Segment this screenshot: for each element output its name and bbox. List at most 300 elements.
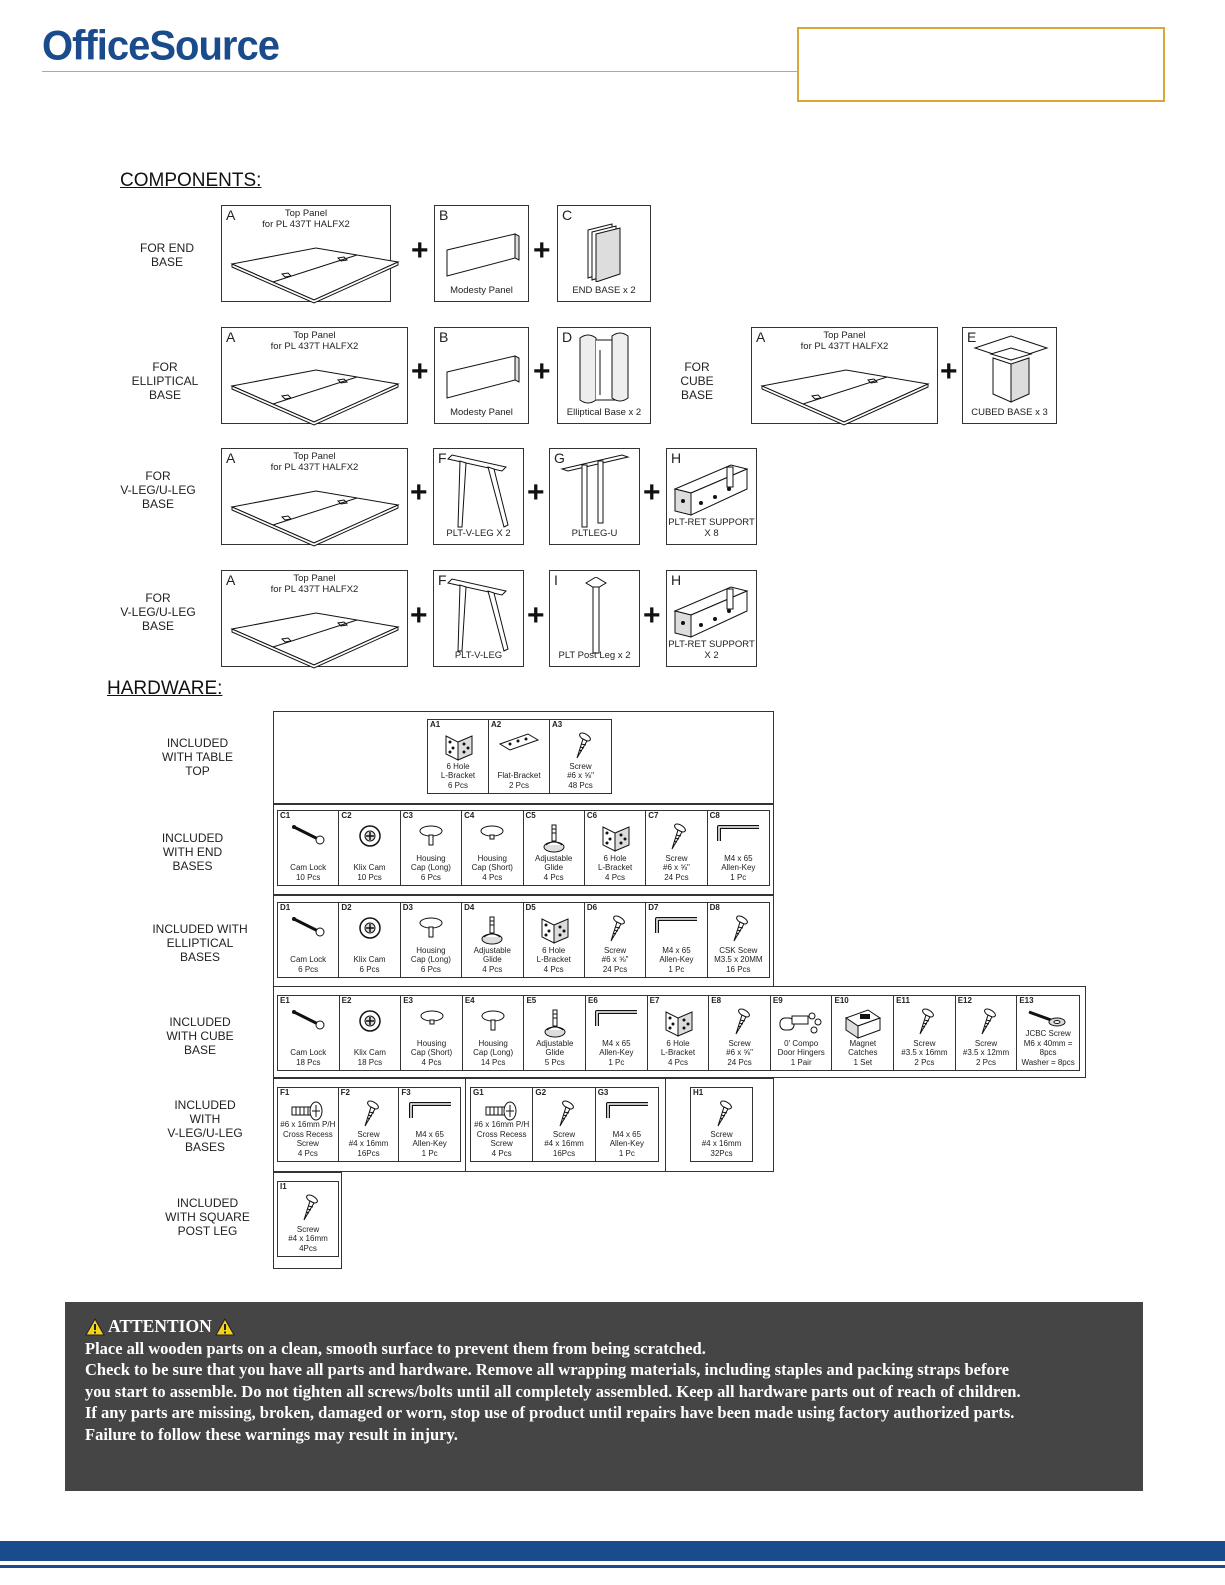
caption-line: #6 x ⅝"	[567, 771, 594, 780]
hardware-item-d2	[339, 903, 400, 977]
label-line: WITH TABLE	[162, 750, 233, 764]
label-line: BASE	[680, 388, 713, 402]
allen-key-icon	[653, 915, 699, 940]
part-letter: B	[439, 329, 449, 345]
screw-icon	[913, 1008, 935, 1041]
hardware-item-id: C6	[586, 811, 598, 820]
header-blank-box	[797, 27, 1165, 102]
hardware-divider	[665, 1078, 666, 1172]
hardware-item-d7	[646, 903, 707, 977]
caption-line: #3.5 x 16mm	[901, 1048, 948, 1057]
part-top-line: for PL 437T HALFX2	[262, 219, 350, 230]
cam-lock-icon	[290, 915, 326, 942]
caption-line: Screw	[710, 1129, 733, 1139]
part-top-line: for PL 437T HALFX2	[270, 341, 359, 352]
hardware-group-label	[150, 1196, 265, 1238]
label-line: POST LEG	[177, 1224, 238, 1238]
attention-title: ATTENTION	[108, 1316, 212, 1336]
hardware-item-id: E9	[772, 996, 783, 1005]
caption-line: Housing	[477, 853, 507, 863]
part-letter: I	[554, 572, 558, 588]
hardware-row-vleg-h	[690, 1087, 753, 1162]
caption-line: Allen-Key	[412, 1139, 447, 1148]
part-top-text	[752, 330, 937, 352]
hardware-row-post-leg	[277, 1181, 339, 1257]
caption-line: 16Pcs	[357, 1148, 380, 1158]
caption-line: M4 x 65	[662, 945, 691, 955]
caption-line: Screw	[296, 1139, 319, 1148]
hardware-item-id: D7	[648, 903, 659, 912]
hardware-row-vleg-f	[277, 1087, 461, 1162]
officesource-logo: OfficeSource	[42, 22, 279, 70]
hardware-item-e11	[894, 996, 956, 1070]
hardware-row-elliptical	[277, 902, 770, 978]
hardware-item-e8	[709, 996, 771, 1070]
caption-line: M4 x 65	[724, 853, 753, 863]
part-top-text	[222, 330, 407, 352]
screw-icon	[358, 1100, 380, 1133]
hardware-item-caption	[585, 946, 645, 975]
component-part-a	[221, 327, 408, 424]
caption-line: 2 Pcs	[914, 1057, 935, 1067]
label-line: ELLIPTICAL	[131, 374, 199, 388]
part-caption: Modesty Panel	[450, 285, 513, 296]
hardware-item-caption	[462, 854, 522, 883]
part-top-text	[222, 451, 407, 473]
component-part-f	[433, 570, 524, 667]
part-letter: A	[226, 329, 236, 345]
hardware-item-caption	[278, 1048, 339, 1067]
hardware-item-d6	[585, 903, 646, 977]
caption-line: Screw	[603, 945, 627, 955]
component-row-label	[108, 469, 208, 511]
component-part-c	[557, 205, 651, 302]
part-top-line: Top Panel	[293, 573, 336, 584]
hardware-item-id: I1	[280, 1182, 287, 1191]
caption-line: 48 Pcs	[568, 780, 593, 790]
hardware-item-id: C3	[402, 811, 413, 820]
component-part-a	[751, 327, 938, 424]
hardware-item-id: D1	[280, 903, 291, 912]
label-line: BASES	[184, 1140, 226, 1154]
label-line: BASES	[179, 950, 221, 964]
part-letter: D	[562, 329, 573, 345]
plus-sign: +	[411, 234, 429, 267]
caption-line: 24 Pcs	[664, 872, 689, 882]
component-part-b	[434, 205, 529, 302]
top-panel-illustration	[230, 609, 400, 674]
label-line: WITH SQUARE	[165, 1210, 250, 1224]
hardware-item-caption	[832, 1039, 893, 1068]
caption-line: #6 x 16mm P/H	[474, 1120, 530, 1129]
plus-sign: +	[527, 476, 545, 509]
screw-icon	[729, 1008, 751, 1041]
allen-key-icon	[715, 823, 761, 848]
hardware-item-e7	[648, 996, 710, 1070]
hardware-item-e12	[956, 996, 1018, 1070]
hardware-item-id: C8	[709, 811, 720, 820]
caption-line: 1 Pc	[608, 1057, 625, 1067]
header-rule	[42, 71, 797, 72]
hardware-item-caption	[533, 1130, 594, 1159]
caption-line: #4 x 16mm	[544, 1139, 584, 1148]
hardware-item-id: A2	[491, 720, 502, 729]
hardware-item-id: E8	[711, 996, 722, 1005]
part-letter: A	[226, 207, 236, 223]
screw-icon	[570, 732, 592, 765]
plus-sign: +	[411, 355, 429, 388]
part-letter: A	[226, 450, 236, 466]
allen-key-icon	[604, 1100, 650, 1125]
label-line: TOP	[185, 764, 210, 778]
hardware-row-table-top	[427, 719, 612, 794]
label-line: FOR	[152, 360, 178, 374]
housing-cap-long-icon	[418, 915, 444, 946]
hardware-item-caption	[708, 946, 769, 975]
caption-line: Screw	[665, 853, 688, 863]
hardware-item-id: C5	[525, 811, 536, 820]
part-letter: H	[671, 450, 682, 466]
hardware-item-id: H1	[693, 1088, 704, 1097]
hardware-item-caption	[771, 1039, 832, 1068]
hardware-item-e3	[401, 996, 463, 1070]
component-part-a	[221, 205, 391, 302]
caption-line: 18 Pcs	[357, 1057, 383, 1067]
label-line: ELLIPTICAL	[166, 936, 234, 950]
hardware-item-e1	[278, 996, 340, 1070]
caption-line: Adjustable	[473, 945, 511, 955]
component-row-label	[108, 591, 208, 633]
hardware-item-id: D6	[586, 903, 598, 912]
hardware-item-g1	[471, 1088, 533, 1161]
component-part-e	[962, 327, 1057, 424]
plus-sign: +	[940, 355, 958, 388]
screw-icon	[297, 1194, 319, 1227]
hardware-item-c6	[585, 811, 646, 885]
screw-icon	[711, 1100, 733, 1133]
caption-line: M3.5 x 20MM	[714, 955, 763, 964]
caption-line: #4 x 16mm	[348, 1139, 389, 1148]
flat-bracket-icon	[498, 732, 540, 757]
elliptical-base-illustration	[566, 330, 646, 415]
caption-line: 2 Pcs	[976, 1057, 997, 1067]
part-top-line: for PL 437T HALFX2	[270, 462, 359, 473]
hardware-group-label	[150, 736, 245, 778]
caption-line: Magnet	[849, 1038, 877, 1048]
caption-line: Klix Cam	[353, 863, 386, 872]
caption-line: #6 x ⅝"	[601, 955, 629, 964]
part-caption: PLTLEG-U	[571, 528, 618, 539]
caption-line: Cross Recess	[476, 1129, 527, 1139]
hardware-title: HARDWARE:	[107, 678, 223, 699]
caption-line: Screw	[974, 1038, 998, 1048]
caption-line: 10 Pcs	[295, 872, 321, 882]
caption-line: L-Bracket	[660, 1048, 696, 1057]
caption-line: 4 Pcs	[491, 1148, 512, 1158]
caption-line: Allen-Key	[721, 863, 756, 872]
part-caption: CUBED BASE x 3	[971, 407, 1048, 418]
caption-line: L-Bracket	[536, 955, 571, 964]
caption-line: 1 Pair	[790, 1057, 812, 1067]
caption-line: Cross Recess	[282, 1129, 333, 1139]
component-row-label	[660, 360, 734, 402]
hardware-item-caption	[340, 1048, 401, 1067]
cubed-base-illustration	[971, 334, 1051, 409]
caption-line: Klix Cam	[353, 1048, 386, 1057]
label-line: INCLUDED	[166, 736, 229, 750]
caption-line: 4 Pcs	[543, 964, 564, 974]
label-line: V-LEG/U-LEG	[120, 483, 196, 497]
caption-line: #6 x ⅝"	[726, 1048, 753, 1057]
caption-line: 6 Pcs	[447, 780, 468, 790]
caption-line: Allen-Key	[659, 955, 694, 964]
hardware-item-d4	[462, 903, 523, 977]
caption-line: Screw	[357, 1129, 380, 1139]
component-row-label	[130, 241, 204, 269]
hardware-item-caption	[463, 1039, 524, 1068]
screw-icon	[727, 915, 749, 948]
caption-line: Screw	[552, 1129, 576, 1139]
label-line: INCLUDED	[161, 831, 224, 845]
label-line: FOR	[145, 591, 171, 605]
cam-lock-icon	[290, 823, 326, 850]
attention-line: you start to assemble. Do not tighten all screws/bolts until all completely assembled. Keep all hardware parts out of reach of children.	[85, 1381, 1021, 1401]
plus-sign: +	[533, 355, 551, 388]
hardware-item-e4	[463, 996, 525, 1070]
caption-line: Allen-Key	[599, 1048, 634, 1057]
hardware-group-label	[150, 1098, 260, 1154]
component-part-b	[434, 327, 529, 424]
hardware-item-caption	[648, 1039, 709, 1068]
caption-line: Cap (Long)	[410, 863, 451, 872]
attention-line: Place all wooden parts on a clean, smooth surface to prevent them from being scratched.	[85, 1338, 706, 1358]
hardware-item-c2	[339, 811, 400, 885]
caption-line: 0' Compo	[784, 1038, 819, 1048]
hardware-item-id: E1	[280, 996, 290, 1005]
label-line: BASE	[148, 388, 181, 402]
caption-line: 1 Pc	[421, 1148, 438, 1158]
caption-line: Cam Lock	[290, 863, 327, 872]
caption-line: Allen-Key	[609, 1139, 644, 1148]
screw-icon	[975, 1008, 997, 1041]
caption-line: Glide	[482, 955, 502, 964]
part-top-line: Top Panel	[293, 330, 336, 341]
hardware-item-id: G2	[535, 1088, 547, 1097]
caption-line: #3.5 x 12mm	[962, 1048, 1010, 1057]
caption-line: CSK Scew	[719, 945, 758, 955]
hardware-item-caption	[401, 1039, 462, 1068]
caption-line: 6 Hole	[666, 1038, 690, 1048]
caption-line: Cap (Long)	[410, 955, 451, 964]
part-letter: H	[671, 572, 682, 588]
hardware-item-d5	[524, 903, 585, 977]
hardware-item-id: C7	[648, 811, 659, 820]
part-letter: F	[438, 450, 447, 466]
label-line: BASES	[172, 859, 213, 873]
hardware-item-c3	[401, 811, 462, 885]
attention-panel	[65, 1302, 1143, 1491]
hardware-item-id: D5	[525, 903, 536, 912]
caption-line: Glide	[544, 863, 564, 872]
label-line: BASE	[141, 619, 174, 633]
hardware-item-e5	[524, 996, 586, 1070]
hardware-item-id: D8	[709, 903, 720, 912]
caption-line: 6 Pcs	[420, 872, 441, 882]
hardware-item-caption	[550, 762, 611, 791]
label-line: INCLUDED WITH	[152, 922, 248, 936]
hardware-item-caption	[596, 1130, 658, 1159]
hardware-item-caption	[646, 854, 706, 883]
caption-line: Cap (Short)	[471, 863, 513, 872]
caption-line: L-Bracket	[597, 863, 633, 872]
hardware-item-caption	[956, 1039, 1017, 1068]
cam-lock-icon	[290, 1008, 326, 1035]
hardware-item-id: E6	[588, 996, 598, 1005]
caption-line: 16 Pcs	[726, 964, 751, 974]
caption-line: 1 Pc	[618, 1148, 635, 1158]
hardware-item-caption	[278, 1225, 338, 1254]
label-line: INCLUDED	[176, 1196, 239, 1210]
hardware-item-c8	[708, 811, 769, 885]
part-letter: A	[226, 572, 236, 588]
hardware-item-e10	[832, 996, 894, 1070]
part-caption: END BASE x 2	[572, 285, 636, 296]
components-title: COMPONENTS:	[120, 170, 262, 191]
caption-line: 24 Pcs	[727, 1057, 752, 1067]
plus-sign: +	[643, 476, 661, 509]
attention-line: Check to be sure that you have all parts and hardware. Remove all wrapping materials, including staples and packing straps before	[85, 1360, 1010, 1379]
part-letter: E	[967, 329, 977, 345]
top-panel-illustration	[230, 366, 400, 431]
hardware-item-id: D3	[402, 903, 413, 912]
v-leg-illustration	[444, 453, 514, 538]
component-part-d	[557, 327, 651, 424]
hardware-row-end-bases	[277, 810, 770, 886]
caption-line: M4 x 65	[602, 1038, 631, 1048]
hardware-item-caption	[524, 946, 584, 975]
top-panel-illustration	[230, 244, 400, 309]
hardware-item-caption	[278, 1120, 338, 1158]
screw-icon	[604, 915, 626, 948]
part-caption: PLT-V-LEG	[454, 650, 503, 661]
hardware-item-id: E7	[649, 996, 660, 1005]
caption-line: Housing	[416, 945, 446, 955]
hardware-group-label	[150, 1015, 250, 1057]
caption-line: M4 x 65	[612, 1129, 642, 1139]
caption-line: 18 Pcs	[296, 1057, 321, 1067]
hardware-item-id: E11	[896, 996, 910, 1005]
plus-sign: +	[410, 476, 428, 509]
caption-line: 4 Pcs	[667, 1057, 688, 1067]
hardware-item-d3	[401, 903, 462, 977]
caption-line: Cam Lock	[290, 1048, 327, 1057]
caption-line: 6 Hole	[542, 945, 566, 955]
hardware-row-cube	[277, 995, 1080, 1071]
hardware-item-id: C1	[280, 811, 291, 820]
hardware-item-id: E5	[526, 996, 537, 1005]
hardware-item-id: E13	[1019, 996, 1034, 1005]
hardware-item-d8	[708, 903, 769, 977]
hardware-item-id: D2	[341, 903, 352, 912]
hardware-item-id: F3	[401, 1088, 411, 1097]
hardware-item-a2	[489, 720, 550, 793]
caption-line: 4 Pcs	[297, 1148, 318, 1158]
hardware-group-label	[140, 922, 260, 964]
hardware-item-c5	[524, 811, 585, 885]
caption-line: 14 Pcs	[480, 1057, 506, 1067]
hardware-item-id: E3	[403, 996, 414, 1005]
hardware-item-g3	[596, 1088, 658, 1161]
hardware-item-caption	[1017, 1029, 1079, 1067]
component-part-a	[221, 570, 408, 667]
caption-line: M6 x 40mm = 8pcs	[1023, 1038, 1073, 1057]
label-line: FOR END	[140, 241, 194, 255]
attention-heading	[85, 1316, 1143, 1338]
label-line: CUBE	[680, 374, 714, 388]
component-part-a	[221, 448, 408, 545]
hardware-item-caption	[278, 955, 338, 974]
caption-line: Housing	[416, 853, 446, 863]
hardware-item-a1	[428, 720, 489, 793]
label-line: BASE	[150, 255, 183, 269]
part-letter: F	[438, 572, 447, 588]
part-letter: A	[756, 329, 766, 345]
hardware-item-a3	[550, 720, 611, 793]
plus-sign: +	[527, 599, 545, 632]
label-line: WITH END	[162, 845, 223, 859]
caption-line: Housing	[416, 1038, 447, 1048]
caption-line: 4 Pcs	[543, 872, 564, 882]
caption-line: 4Pcs	[299, 1243, 317, 1253]
hardware-item-d1	[278, 903, 339, 977]
label-line: FOR	[684, 360, 710, 374]
caption-line: JCBC Screw	[1025, 1029, 1071, 1038]
hardware-item-id: G1	[473, 1088, 484, 1097]
caption-line: 1 Pc	[668, 964, 685, 974]
caption-line: #4 x 16mm	[701, 1139, 742, 1148]
end-base-illustration	[580, 222, 630, 287]
caption-line: Washer = 8pcs	[1021, 1057, 1075, 1067]
hardware-item-caption	[585, 854, 645, 883]
housing-cap-short-icon	[419, 1008, 445, 1033]
part-caption: PLT Post Leg x 2	[558, 650, 631, 661]
caption-line: 6 Pcs	[298, 964, 319, 974]
part-caption: Elliptical Base x 2	[566, 407, 642, 418]
caption-line: 1 Set	[853, 1057, 873, 1067]
caption-line: Screw	[490, 1139, 513, 1148]
component-part-h	[666, 570, 757, 667]
component-part-f	[433, 448, 524, 545]
allen-key-icon	[593, 1008, 639, 1033]
hardware-item-caption	[471, 1120, 532, 1158]
hardware-item-c4	[462, 811, 523, 885]
component-part-i	[549, 570, 640, 667]
hardware-item-f3	[399, 1088, 460, 1161]
hardware-item-id: E12	[957, 996, 972, 1005]
hardware-item-caption	[401, 946, 461, 975]
hardware-item-caption	[489, 771, 549, 790]
hardware-item-caption	[894, 1039, 955, 1068]
label-line: BASE	[183, 1043, 216, 1057]
attention-line: Failure to follow these warnings may result in injury.	[85, 1424, 458, 1444]
plus-sign: +	[410, 599, 428, 632]
caption-line: 1 Pc	[730, 872, 747, 882]
top-panel-illustration	[760, 366, 930, 431]
hardware-item-id: E4	[464, 996, 475, 1005]
hardware-item-caption	[462, 946, 522, 975]
hardware-item-e2	[340, 996, 402, 1070]
caption-line: Glide	[545, 1048, 565, 1057]
